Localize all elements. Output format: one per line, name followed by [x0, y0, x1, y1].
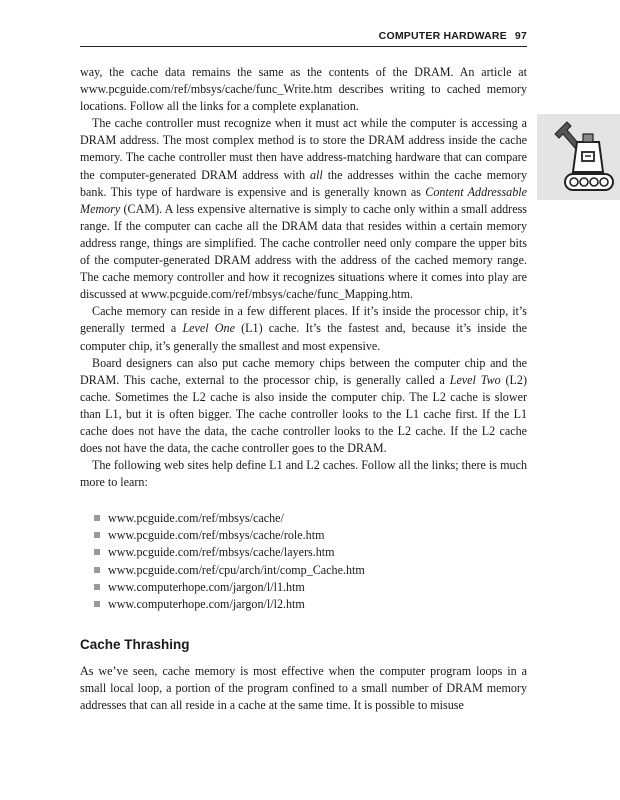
robot-icon	[537, 114, 620, 200]
section-heading: Cache Thrashing	[80, 637, 190, 652]
paragraph: Cache memory can reside in a few different places. If it’s inside the processor chip, it’s generally termed a Level One (L1) cache. It’s the fastest and, because it’s inside the computer chip, it’s generally the smallest and most expensive.	[80, 304, 528, 353]
list-item	[94, 596, 514, 613]
list-item	[94, 527, 514, 544]
link[interactable]: www.pcguide.com/ref/mbsys/cache/	[108, 511, 284, 525]
link[interactable]: www.pcguide.com/ref/cpu/arch/int/comp_Cache.htm	[108, 562, 365, 577]
link[interactable]: www.computerhope.com/jargon/l/l2.htm	[108, 597, 305, 612]
running-header	[80, 30, 527, 42]
link-list	[94, 510, 514, 613]
paragraph: The cache controller must recognize when it must act while the computer is accessing a DRAM address. The most complex method is to store the DRAM address inside the cache memory. The cache controller must then have address-matching hardware that can compare the computer-generated DRAM address with all the addresses within the cache memory bank. This type of hardware is expensive and is generally known as Content Addressable Memory (CAM). A less expensive alternative is simply to cache only within a small address range. If the computer can cache all the DRAM data that resides within a certain memory address range, things are simplified. The cache controller need only compare the upper bits of the computer-generated DRAM address with the address of the cached memory range. The cache memory controller and how it recognizes situations where it comes into play are discussed at www.pcguide.com/ref/mbsys/cache/func_Mapping.htm.	[80, 116, 528, 302]
bullet-icon	[94, 515, 100, 521]
header-title: COMPUTER HARDWARE	[378, 30, 507, 42]
list-item	[94, 544, 514, 561]
link[interactable]: www.computerhope.com/jargon/l/l1.htm	[108, 579, 305, 594]
paragraph: way, the cache data remains the same as the contents of the DRAM. An article at www.pcguide.com/ref/mbsys/cache/func_Write.htm describes writing to cached memory locations. Follow all the links for a complete explanation.	[80, 65, 527, 114]
chapter-side-tab	[537, 114, 620, 200]
paragraph: Board designers can also put cache memory chips between the computer chip and the DRAM. This cache, external to the processor chip, is generally called a Level Two (L2) cache. Sometimes the L2 cache is also inside the computer chip. The L2 cache is slower than L1, but it is often bigger. The cache controller looks to the L1 cache first. If the L1 cache does not have the data, the cache controller looks to the L2 cache. If the L2 cache does not have the data, the cache controller goes to the DRAM.	[80, 355, 528, 456]
list-item	[94, 579, 514, 596]
header-rule	[80, 46, 527, 47]
bullet-icon	[94, 549, 100, 555]
bullet-icon	[94, 567, 100, 573]
page-number: 97	[514, 30, 527, 42]
bullet-icon	[94, 584, 100, 590]
list-item	[94, 510, 514, 527]
paragraph: The following web sites help define L1 and L2 caches. Follow all the links; there is much more to learn:	[80, 458, 527, 490]
link[interactable]: www.pcguide.com/ref/mbsys/cache/role.htm	[108, 528, 325, 543]
bullet-icon	[94, 601, 100, 607]
body-text	[80, 64, 527, 491]
link[interactable]: www.pcguide.com/ref/mbsys/cache/layers.htm	[108, 545, 335, 560]
bullet-icon	[94, 532, 100, 538]
section-body	[80, 663, 527, 714]
paragraph: As we’ve seen, cache memory is most effective when the computer program loops in a small local loop, a portion of the program confined to a small number of DRAM memory addresses that can all reside in a cache at the same time. It is possible to misuse	[80, 664, 527, 713]
list-item	[94, 562, 514, 579]
